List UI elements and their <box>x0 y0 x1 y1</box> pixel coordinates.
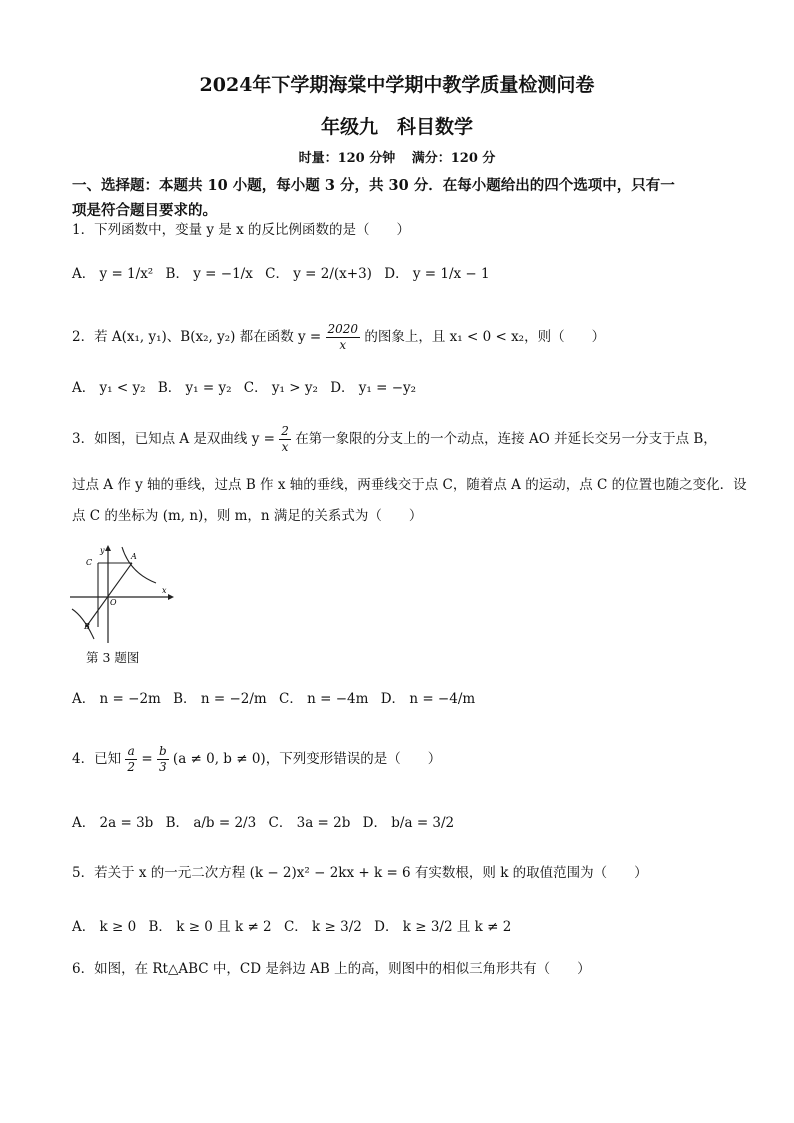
q3-options <box>72 693 483 707</box>
q4-option-c: C． 3a = 2b <box>268 815 351 831</box>
line-ab <box>86 563 132 627</box>
q4-frac2-den: 3 <box>158 760 167 774</box>
q6-stem: 6．如图，在 Rt△ABC 中，CD 是斜边 AB 上的高，则图中的相似三角形共有（ ） <box>72 961 591 977</box>
q2-frac-num: 2020 <box>327 322 359 336</box>
q5-option-b: B． k ≥ 0 且 k ≠ 2 <box>148 919 272 935</box>
q2-option-b: B． y₁ = y₂ <box>157 380 232 396</box>
q1-option-d: D． y = 1/x − 1 <box>384 266 490 282</box>
q3-line1-a: 3．如图，已知点 A 是双曲线 y = <box>72 431 275 447</box>
exam-subtitle: 年级九 科目数学 <box>320 116 473 138</box>
q3-option-b: B． n = −2/m <box>173 691 267 707</box>
q4-stem-b: (a ≠ 0, b ≠ 0)，下列变形错误的是（ ） <box>172 751 442 767</box>
q3-option-a: A． n = −2m <box>72 691 161 707</box>
time-limit: 时量：120 分钟 <box>298 151 396 166</box>
section-heading-line2: 项是符合题目要求的。 <box>72 202 217 219</box>
q4-option-b: B． a/b = 2/3 <box>165 815 257 831</box>
q3-option-c: C． n = −4m <box>279 691 369 707</box>
q2-frac-den: x <box>339 338 347 352</box>
label-x: x <box>162 586 167 595</box>
q3-line1-b: 在第一象限的分支上的一个动点，连接 AO 并延长交另一分支于点 B， <box>295 431 717 447</box>
q1-options <box>72 268 498 282</box>
label-y: y <box>100 546 105 555</box>
q4-frac1-den: 2 <box>127 760 136 774</box>
label-o: O <box>110 598 117 607</box>
q4-equals: = <box>141 751 153 767</box>
q2-stem-a: 2．若 A(x₁, y₁)、B(x₂, y₂) 都在函数 y = <box>72 329 322 345</box>
exam-info <box>0 147 794 166</box>
y-axis-arrow <box>105 545 111 551</box>
q2-option-a: A． y₁ < y₂ <box>72 380 146 396</box>
q3-figure-caption: 第 3 题图 <box>86 650 140 665</box>
q1-option-a: A． y = 1/x² <box>72 266 154 282</box>
q1-stem: 1．下列函数中，变量 y 是 x 的反比例函数的是（ ） <box>72 222 410 238</box>
x-axis-arrow <box>168 594 174 600</box>
q2-fraction <box>326 322 361 353</box>
q5-option-c: C． k ≥ 3/2 <box>283 919 362 935</box>
hyperbola-branch-2 <box>72 609 94 639</box>
q4-stem-a: 4．已知 <box>72 751 122 767</box>
label-c: C <box>86 558 93 567</box>
q4-frac2-num: b <box>158 744 167 758</box>
q3-fraction <box>279 424 291 455</box>
q4-option-a: A． 2a = 3b <box>72 815 154 831</box>
section-heading-line1: 一、选择题：本题共 10 小题，每小题 3 分，共 30 分．在每小题给出的四个选项中，只有一 <box>72 177 675 194</box>
q2-option-c: C． y₁ > y₂ <box>243 380 318 396</box>
q3-frac-num: 2 <box>281 424 289 438</box>
q1-option-c: C． y = 2/(x+3) <box>265 266 372 282</box>
q5-options <box>72 921 519 935</box>
q4-options <box>72 817 462 831</box>
q1-option-b: B． y = −1/x <box>165 266 253 282</box>
q3-line3: 点 C 的坐标为 (m, n)，则 m，n 满足的关系式为（ ） <box>72 508 423 524</box>
q3-line1 <box>72 424 717 455</box>
label-a: A <box>131 552 137 561</box>
hyperbola-branch-1 <box>122 547 156 583</box>
q3-frac-den: x <box>281 440 289 454</box>
q5-option-d: D． k ≥ 3/2 且 k ≠ 2 <box>374 919 512 935</box>
q4-option-d: D． b/a = 3/2 <box>362 815 455 831</box>
exam-title: 2024年下学期海棠中学期中教学质量检测问卷 <box>199 74 595 96</box>
q5-option-a: A． k ≥ 0 <box>72 919 137 935</box>
q5-stem: 5．若关于 x 的一元二次方程 (k − 2)x² − 2kx + k = 6 有实数根，则 k 的取值范围为（ ） <box>72 865 648 881</box>
q2-option-d: D． y₁ = −y₂ <box>330 380 417 396</box>
q2-stem <box>72 322 605 353</box>
q2-stem-b: 的图象上，且 x₁ < 0 < x₂，则（ ） <box>364 329 606 345</box>
q4-stem <box>72 744 441 775</box>
q3-figure <box>70 543 176 643</box>
label-b: B <box>84 622 90 631</box>
q2-options <box>72 382 424 396</box>
q4-fraction-2 <box>157 744 169 775</box>
q4-fraction-1 <box>125 744 137 775</box>
q4-frac1-num: a <box>125 744 137 760</box>
q3-line2: 过点 A 作 y 轴的垂线，过点 B 作 x 轴的垂线，两垂线交于点 C，随着点 A 的运动，点 C 的位置也随之变化．设 <box>72 477 747 493</box>
q3-option-d: D． n = −4/m <box>380 691 476 707</box>
full-score: 满分：120 分 <box>411 151 496 166</box>
